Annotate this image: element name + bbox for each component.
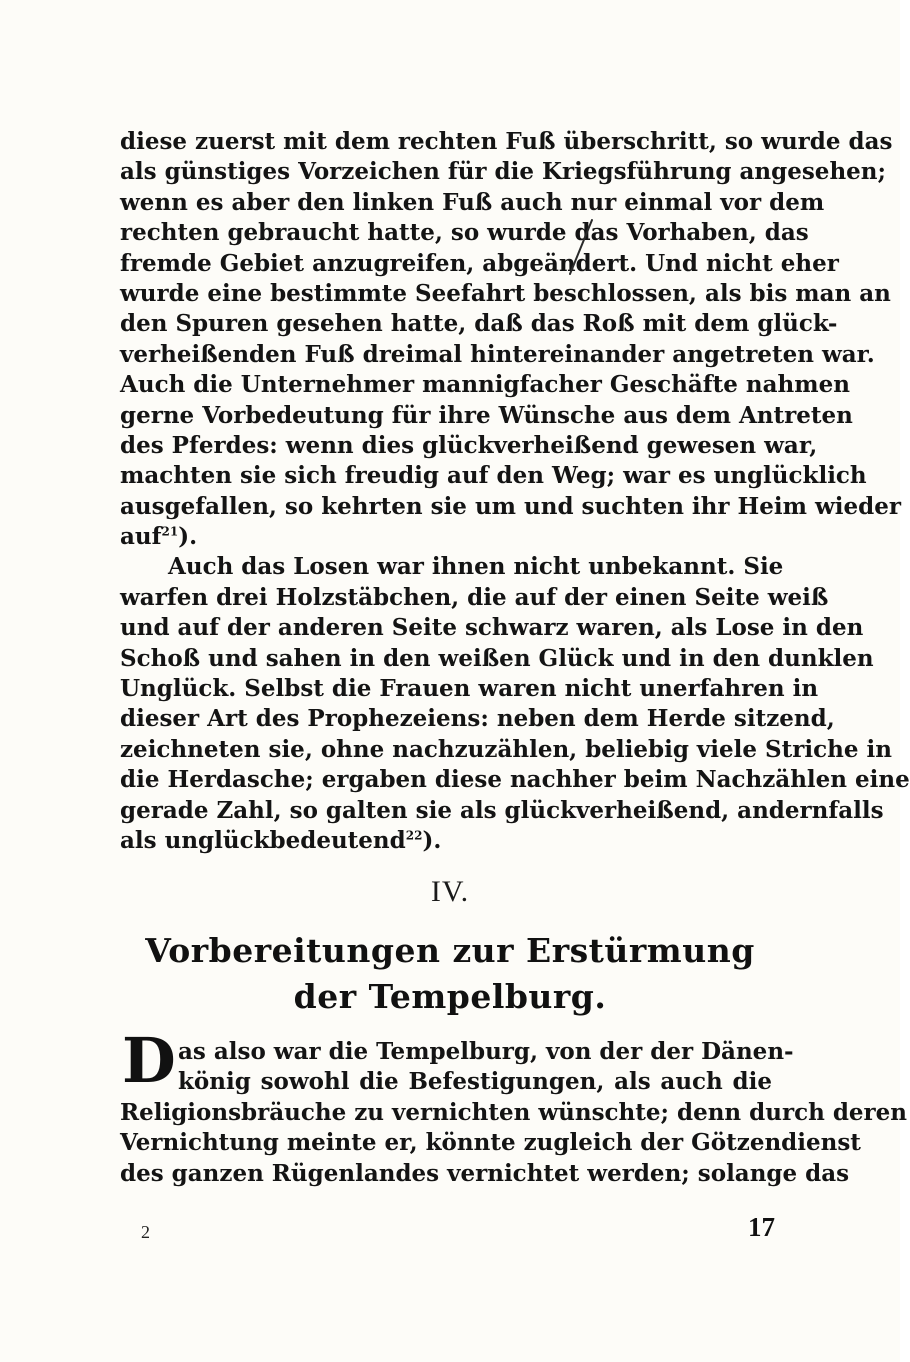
text-line xyxy=(120,522,772,552)
text-line xyxy=(120,826,772,856)
text-line: gerne Vorbedeutung für ihre Wünsche aus dem Antreten xyxy=(120,401,853,429)
text-line: und auf der anderen Seite schwarz waren, als Lose in den xyxy=(120,614,864,642)
text-line: des Pferdes: wenn dies glückverheißend gewesen war, xyxy=(120,431,818,459)
body-text xyxy=(120,127,910,856)
line-text: auf xyxy=(120,523,162,551)
text-line: rechten gebraucht hatte, so wurde das Vorhaben, das xyxy=(120,219,809,247)
section-number: IV. xyxy=(430,875,470,908)
text-line: wenn es aber den linken Fuß auch nur einmal vor dem xyxy=(120,188,825,216)
text-line: des ganzen Rügenlandes vernichtet werden; solange das xyxy=(120,1159,850,1187)
text-line: verheißenden Fuß dreimal hintereinander angetreten war. xyxy=(120,340,875,368)
text-line: wurde eine bestimmte Seefahrt beschlossen, als bis man an xyxy=(120,279,891,307)
chapter-heading-line-2: der Tempelburg. xyxy=(293,977,607,1016)
signature-mark: 2 xyxy=(141,1222,150,1242)
chapter-heading-line-1: Vorbereitungen zur Erstürmung xyxy=(145,931,755,970)
text-line: gerade Zahl, so galten sie als glückverheißend, andernfalls xyxy=(120,796,884,824)
closing-text xyxy=(120,1037,908,1189)
footnote-ref: 21 xyxy=(161,524,179,539)
text-line: die Herdasche; ergaben diese nachher beim Nachzählen eine xyxy=(120,766,910,794)
text-line: als günstiges Vorzeichen für die Kriegsführung angesehen; xyxy=(120,158,887,186)
footnote-ref: 22 xyxy=(405,828,423,843)
text-line: den Spuren gesehen hatte, daß das Roß mit dem glück- xyxy=(120,310,838,338)
line-tail: ). xyxy=(422,826,442,854)
line-text: als unglückbedeutend xyxy=(120,826,406,854)
text-line: Vernichtung meinte er, könnte zugleich der Götzendienst xyxy=(120,1129,861,1157)
text-line: Schoß und sahen in den weißen Glück und in den dunklen xyxy=(120,644,874,672)
drop-cap: D xyxy=(122,1024,176,1097)
text-line: warfen drei Holzstäbchen, die auf der einen Seite weiß xyxy=(120,583,829,611)
text-line: as also war die Tempelburg, von der der Dänen- xyxy=(178,1038,794,1065)
text-line: fremde Gebiet anzugreifen, abgeändert. Und nicht eher xyxy=(120,249,839,277)
line-tail: ). xyxy=(178,523,198,551)
text-line: zeichneten sie, ohne nachzuzählen, beliebig viele Striche in xyxy=(120,735,892,763)
text-line: ausgefallen, so kehrten sie um und suchten ihr Heim wieder xyxy=(120,492,901,520)
text-line: Auch das Losen war ihnen nicht unbekannt. Sie xyxy=(168,553,784,581)
text-line: könig sowohl die Befestigungen, als auch die xyxy=(178,1068,772,1096)
text-line: dieser Art des Prophezeiens: neben dem Herde sitzend, xyxy=(120,705,835,733)
pencil-mark-icon xyxy=(566,218,596,278)
page-number: 17 xyxy=(748,1212,775,1242)
text-line: diese zuerst mit dem rechten Fuß überschritt, so wurde das xyxy=(120,128,893,155)
text-line: Religionsbräuche zu vernichten wünschte; denn durch deren xyxy=(120,1098,908,1126)
text-line: machten sie sich freudig auf den Weg; war es unglücklich xyxy=(120,462,867,490)
text-line: Unglück. Selbst die Frauen waren nicht unerfahren in xyxy=(120,675,819,703)
text-line: Auch die Unternehmer mannigfacher Geschäfte nahmen xyxy=(120,371,850,399)
